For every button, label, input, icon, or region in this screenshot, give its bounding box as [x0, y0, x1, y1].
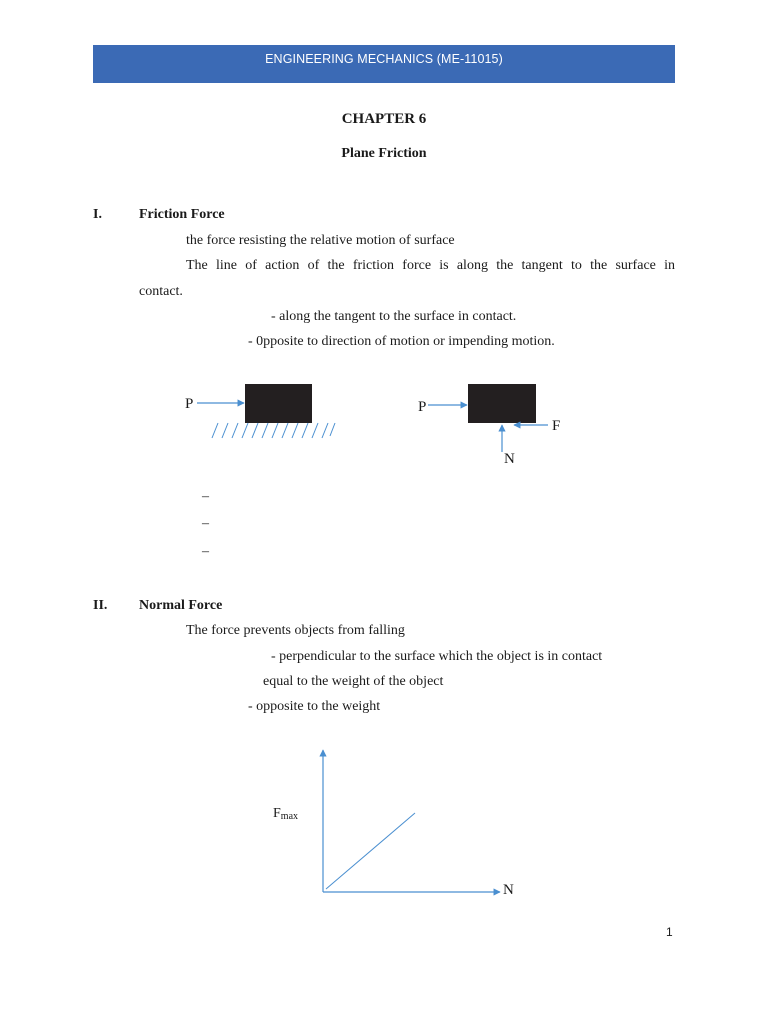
label-p-left: P [185, 396, 194, 412]
label-n-diagram: N [504, 451, 515, 467]
section-2-point-perpendicular: - perpendicular to the surface which the object is in contact [271, 649, 603, 664]
label-f: F [552, 418, 561, 434]
section-2-number: II. [93, 598, 108, 613]
section-1-heading: Friction Force [139, 207, 225, 222]
chapter-subtitle: Plane Friction [341, 146, 427, 161]
section-2-point-opposite: - opposite to the weight [248, 699, 381, 714]
dash-bullet-3: – [202, 544, 209, 559]
section-2-definition: The force prevents objects from falling [186, 623, 405, 638]
section-2-point-equal-weight: equal to the weight of the object [263, 674, 444, 689]
block-on-surface [245, 384, 312, 423]
free-body-block [468, 384, 536, 423]
chapter-title: CHAPTER 6 [341, 111, 427, 127]
section-1-number: I. [93, 207, 102, 222]
page-number: 1 [666, 925, 673, 939]
dash-bullet-2: – [202, 516, 209, 531]
section-1-line-of-action-line1: The line of action of the friction force is along the tangent to the surface in [186, 258, 675, 273]
section-1-line-of-action-line2: contact. [139, 284, 183, 299]
section-1-point-opposite: - 0pposite to direction of motion or impending motion. [248, 334, 555, 349]
ground-hatching [212, 423, 335, 438]
section-1-point-tangent: - along the tangent to the surface in contact. [271, 309, 517, 324]
section-1-definition: the force resisting the relative motion of surface [186, 233, 455, 248]
dash-bullet-1: – [202, 489, 209, 504]
graph-y-label: Fmax [273, 806, 299, 822]
section-2-heading: Normal Force [139, 598, 223, 613]
graph-x-label: N [503, 882, 514, 898]
graph-line-fmax-vs-n [326, 813, 415, 889]
document-header-title: ENGINEERING MECHANICS (ME-11015) [265, 52, 503, 66]
label-p-right: P [418, 399, 427, 415]
